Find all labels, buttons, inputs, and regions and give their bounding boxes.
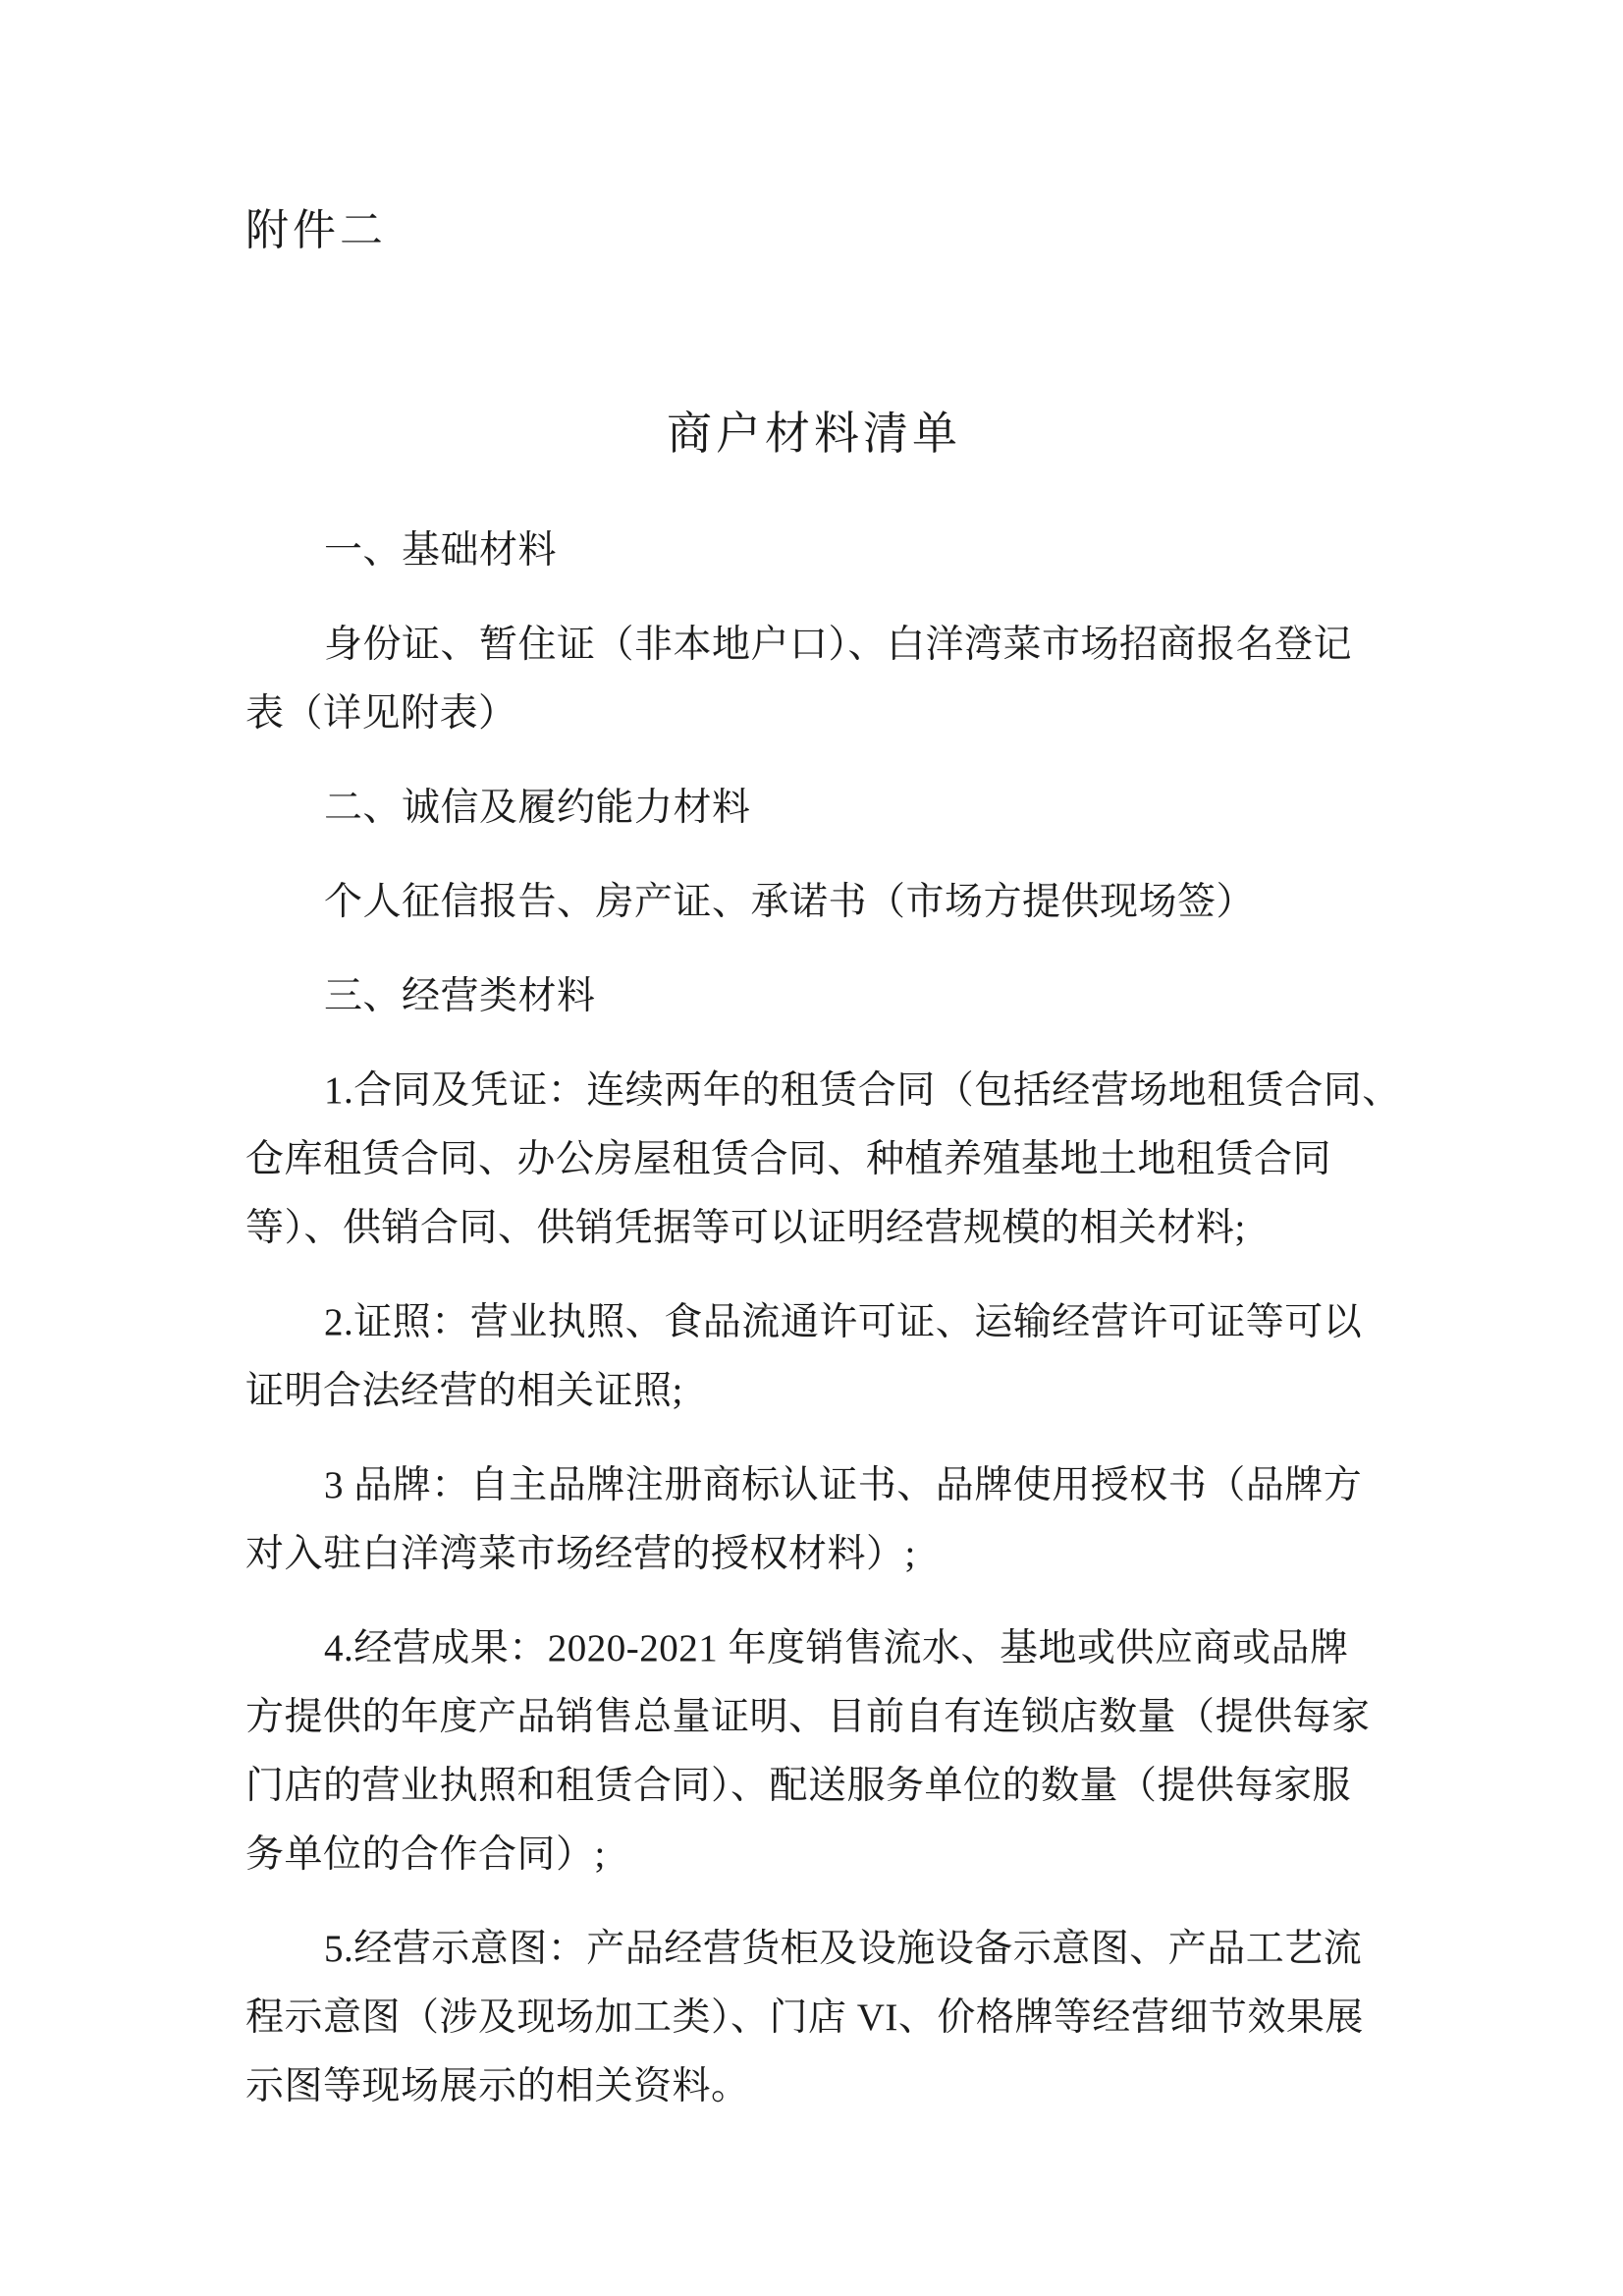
text-line: 门店的营业执照和租赁合同）、配送服务单位的数量（提供每家服 bbox=[245, 1765, 1352, 1807]
attachment-label: 附件二 bbox=[245, 206, 387, 254]
heading-line: 三、经营类材料 bbox=[324, 975, 596, 1017]
section-3 bbox=[245, 962, 1401, 2121]
section-heading bbox=[245, 962, 1394, 1031]
paragraph bbox=[245, 611, 1394, 748]
text-line: 仓库租赁合同、办公房屋租赁合同、种植养殖基地土地租赁合同 bbox=[245, 1138, 1332, 1180]
text-line: 5.经营示意图：产品经营货柜及设施设备示意图、产品工艺流 bbox=[324, 1928, 1363, 1970]
text-line: 程示意图（涉及现场加工类）、门店 VI、价格牌等经营细节效果展 bbox=[245, 1996, 1364, 2039]
text-line: 1.合同及凭证：连续两年的租赁合同（包括经营场地租赁合同、 bbox=[324, 1069, 1401, 1112]
text-line: 个人征信报告、房产证、承诺书（市场方提供现场签） bbox=[324, 881, 1256, 923]
section-1 bbox=[245, 517, 1394, 748]
text-line: 3 品牌：自主品牌注册商标认证书、品牌使用授权书（品牌方 bbox=[324, 1464, 1363, 1506]
paragraph bbox=[245, 1614, 1394, 1889]
paragraph bbox=[245, 868, 1394, 937]
text-line: 等）、供销合同、供销凭据等可以证明经营规模的相关材料; bbox=[245, 1207, 1246, 1249]
text-line: 务单位的合作合同）; bbox=[245, 1833, 606, 1876]
text-line: 证明合法经营的相关证照; bbox=[245, 1370, 683, 1412]
paragraph bbox=[245, 1915, 1394, 2121]
section-2 bbox=[245, 774, 1394, 937]
section-heading bbox=[245, 774, 1394, 843]
page-title: 商户材料清单 bbox=[667, 409, 961, 459]
text-line: 对入驻白洋湾菜市场经营的授权材料）; bbox=[245, 1533, 916, 1575]
paragraph bbox=[245, 1451, 1394, 1589]
heading-line: 一、基础材料 bbox=[324, 529, 558, 572]
text-line: 表（详见附表） bbox=[245, 692, 517, 735]
document-body bbox=[245, 517, 1401, 2147]
text-line: 2.证照：营业执照、食品流通许可证、运输经营许可证等可以 bbox=[324, 1301, 1363, 1343]
text-line: 示图等现场展示的相关资料。 bbox=[245, 2065, 750, 2107]
heading-line: 二、诚信及履约能力材料 bbox=[324, 787, 751, 829]
text-line: 身份证、暂住证（非本地户口）、白洋湾菜市场招商报名登记 bbox=[324, 624, 1353, 666]
paragraph bbox=[245, 1288, 1394, 1426]
section-heading bbox=[245, 517, 1394, 585]
paragraph bbox=[245, 1057, 1401, 1263]
text-line: 方提供的年度产品销售总量证明、目前自有连锁店数量（提供每家 bbox=[245, 1696, 1371, 1738]
text-line: 4.经营成果：2020-2021 年度销售流水、基地或供应商或品牌 bbox=[324, 1627, 1349, 1669]
